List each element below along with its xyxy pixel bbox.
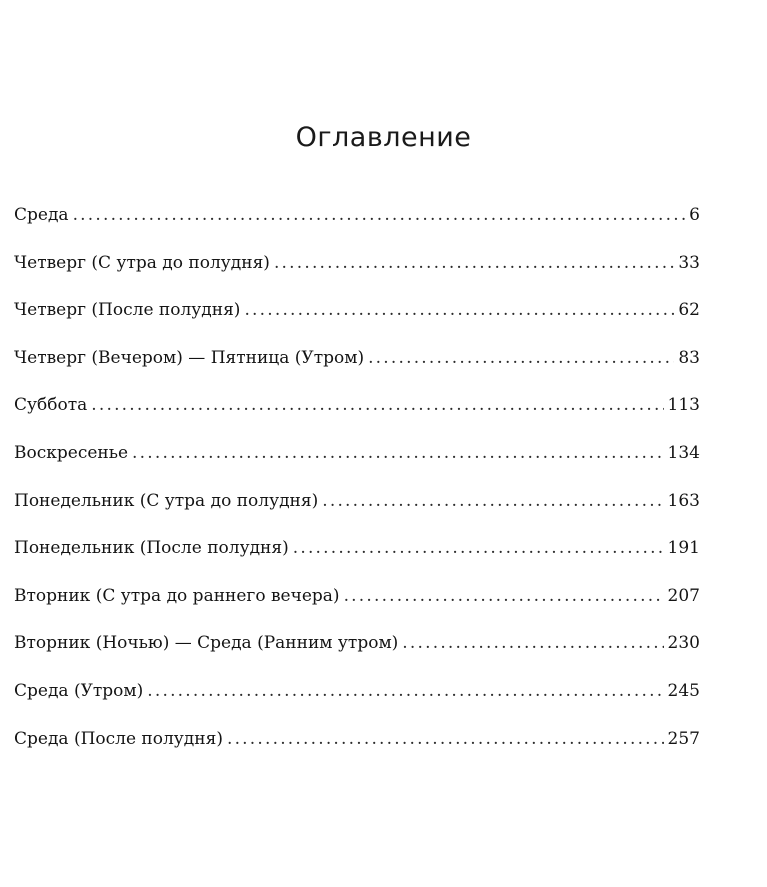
- toc-entry-page: 62: [678, 300, 700, 321]
- toc-entry: [14, 724, 700, 772]
- toc-entry-title: Четверг (После полудня): [14, 300, 241, 321]
- toc-heading: Оглавление: [295, 122, 472, 153]
- dot-leader: [227, 724, 664, 754]
- dot-leader: [274, 248, 674, 278]
- toc-entry-title: Среда: [14, 205, 69, 225]
- dot-leader: [91, 390, 663, 420]
- dot-leader: [402, 628, 663, 658]
- toc-entry-title: Четверг (С утра до полудня): [14, 252, 270, 273]
- toc-entry-title: Суббота: [14, 395, 88, 416]
- toc-entry: [14, 486, 700, 534]
- toc-entry: [14, 248, 700, 296]
- toc-entry: [14, 295, 700, 343]
- table-of-contents: [14, 200, 700, 771]
- toc-entry-title: Четверг (Вечером) — Пятница (Утром): [14, 347, 365, 368]
- toc-entry: [14, 533, 700, 581]
- toc-entry-title: Вторник (С утра до раннего вечера): [14, 585, 340, 606]
- dot-leader: [132, 438, 664, 468]
- toc-entry-title: Среда (Утром): [14, 680, 144, 701]
- dot-leader: [147, 676, 663, 706]
- toc-entry: [14, 200, 700, 248]
- toc-entry: [14, 438, 700, 486]
- toc-entry-page: 33: [678, 252, 700, 273]
- toc-entry-page: 207: [667, 585, 700, 606]
- toc-entry-title: Среда (После полудня): [14, 728, 223, 749]
- toc-entry-page: 6: [689, 205, 700, 225]
- toc-entry: [14, 343, 700, 391]
- dot-leader: [344, 581, 664, 611]
- dot-leader: [73, 200, 686, 230]
- toc-entry-page: 230: [667, 633, 700, 654]
- toc-entry-title: Понедельник (После полудня): [14, 538, 289, 559]
- toc-entry-page: 113: [667, 395, 700, 416]
- dot-leader: [293, 533, 664, 563]
- toc-entry: [14, 676, 700, 724]
- toc-entry-title: Воскресенье: [14, 442, 129, 463]
- dot-leader: [244, 295, 674, 325]
- toc-entry-title: Вторник (Ночью) — Среда (Ранним утром): [14, 633, 399, 654]
- toc-entry-page: 83: [678, 347, 700, 368]
- toc-entry-page: 134: [667, 442, 700, 463]
- toc-entry: [14, 581, 700, 629]
- dot-leader: [322, 486, 663, 516]
- toc-entry-page: 245: [667, 680, 700, 701]
- toc-entry-page: 257: [667, 728, 700, 749]
- toc-entry: [14, 628, 700, 676]
- toc-entry-page: 163: [667, 490, 700, 511]
- dot-leader: [368, 343, 674, 373]
- toc-entry: [14, 390, 700, 438]
- toc-entry-page: 191: [667, 538, 700, 559]
- toc-entry-title: Понедельник (С утра до полудня): [14, 490, 319, 511]
